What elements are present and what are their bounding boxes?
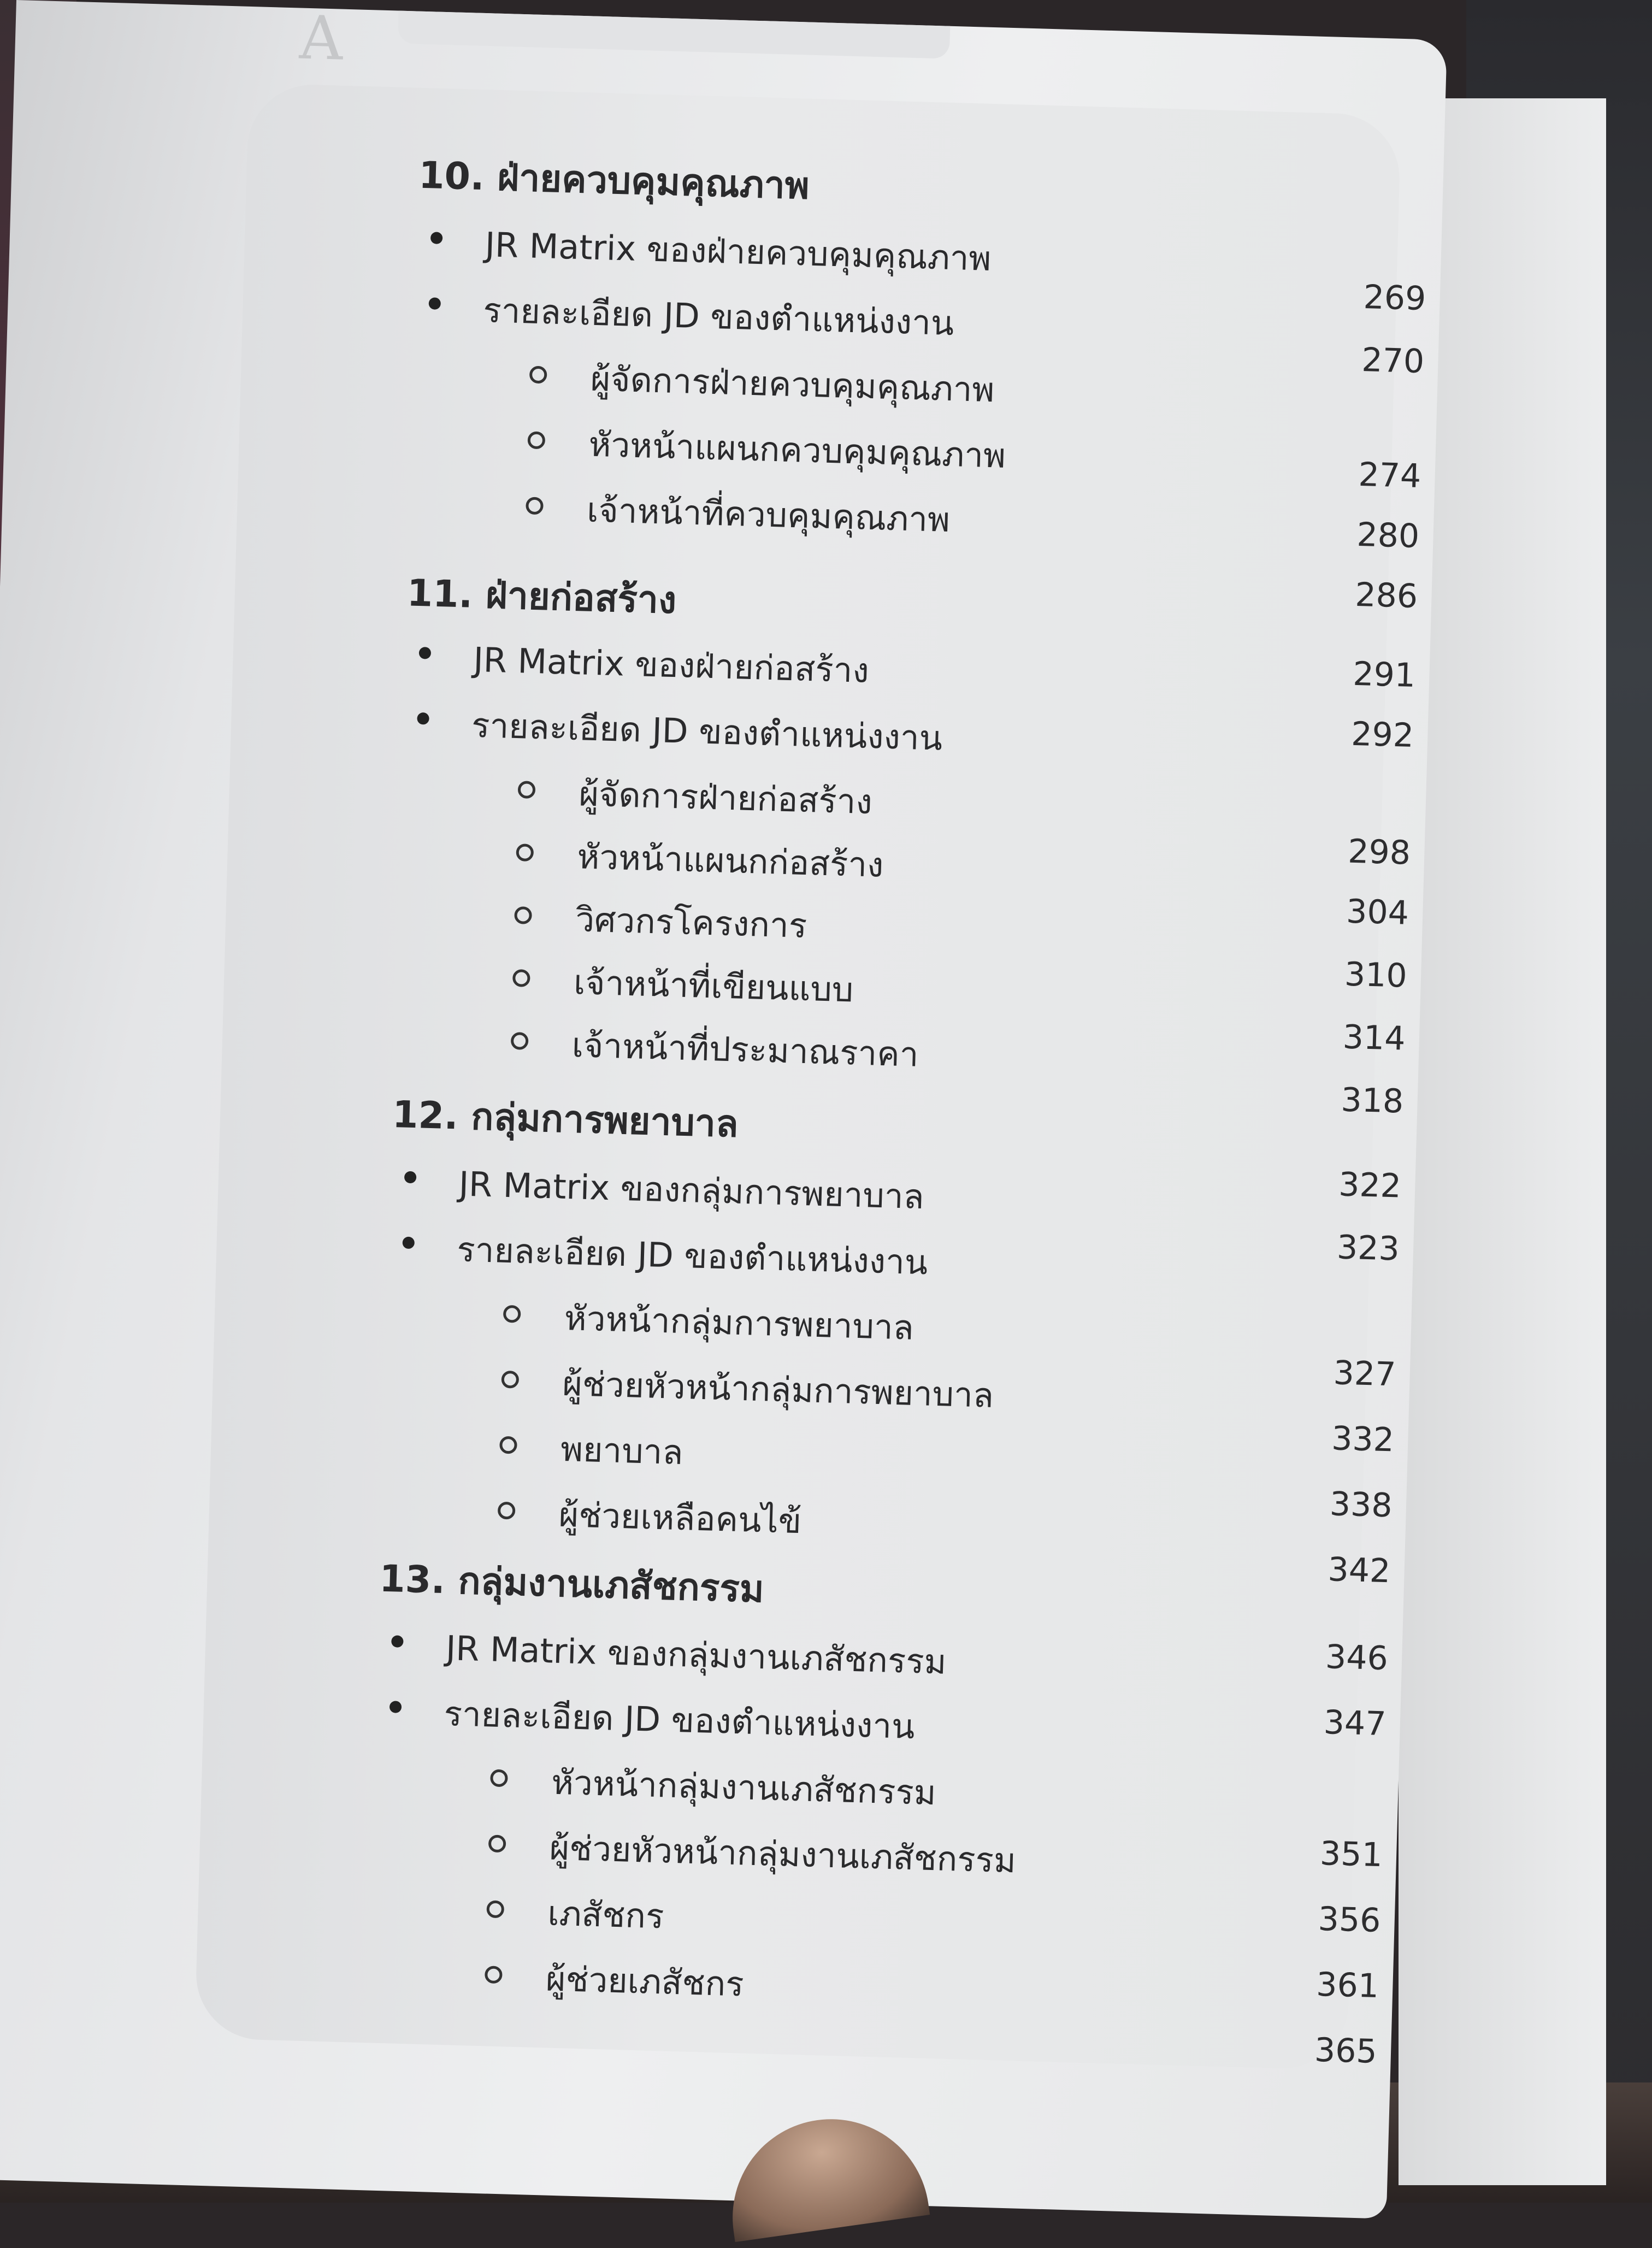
- toc-entry: JR Matrix ของฝ่ายก่อสร้าง: [473, 633, 870, 698]
- toc-entry: รายละเอียด JD ของตำแหน่งงาน: [482, 284, 955, 350]
- page-number: 361: [1315, 1965, 1379, 2006]
- toc-subentry: วิศวกรโครงการ: [575, 893, 807, 953]
- toc-subentry: เภสัชกร: [547, 1887, 664, 1944]
- toc-entry: JR Matrix ของกลุ่มการพยาบาล: [458, 1157, 925, 1224]
- page-number: 332: [1331, 1419, 1395, 1460]
- page-number: 291: [1352, 654, 1416, 695]
- page-number: 269: [1362, 278, 1427, 318]
- page-number: 342: [1327, 1550, 1391, 1591]
- page-number: 304: [1346, 892, 1409, 933]
- toc-entry: รายละเอียด JD ของตำแหน่งงาน: [443, 1687, 916, 1754]
- page-number: 314: [1342, 1018, 1406, 1058]
- toc-entry: รายละเอียด JD ของตำแหน่งงาน: [471, 699, 943, 765]
- toc-subentry: หัวหน้าแผนกก่อสร้าง: [576, 830, 884, 892]
- toc-entry: JR Matrix ของฝ่ายควบคุมคุณภาพ: [484, 218, 992, 286]
- toc-entry: JR Matrix ของกลุ่มงานเภสัชกรรม: [445, 1621, 947, 1689]
- page-number: 286: [1354, 575, 1419, 616]
- toc-subentry: พยาบาล: [560, 1423, 684, 1479]
- toc-subentry: หัวหน้ากลุ่มการพยาบาล: [564, 1291, 914, 1355]
- toc-subentry: ผู้ช่วยหัวหน้ากลุ่มการพยาบาล: [562, 1357, 994, 1423]
- toc-subentry: ผู้ช่วยหัวหน้ากลุ่มงานเภสัชกรรม: [549, 1821, 1017, 1888]
- page-number: 351: [1319, 1834, 1383, 1875]
- page-number: 322: [1338, 1165, 1402, 1206]
- page-number: 338: [1329, 1485, 1393, 1525]
- page-number: 280: [1356, 515, 1420, 556]
- page-number: 347: [1323, 1703, 1387, 1744]
- page-number: 365: [1314, 2031, 1378, 2071]
- page-number: 318: [1340, 1081, 1405, 1121]
- toc-subentry: เจ้าหน้าที่เขียนแบบ: [573, 955, 854, 1017]
- page-number: 356: [1317, 1899, 1382, 1940]
- page-number: 298: [1347, 832, 1411, 872]
- toc-entry: รายละเอียด JD ของตำแหน่งงาน: [456, 1223, 929, 1289]
- toc-subentry: ผู้ช่วยเหลือคนไข้: [558, 1488, 803, 1548]
- section-title: 13. กลุ่มงานเภสัชกรรม: [379, 1557, 765, 1612]
- toc-subentry: ผู้จัดการฝ่ายก่อสร้าง: [578, 767, 873, 829]
- toc-subentry: ผู้ช่วยเภสัชกร: [545, 1952, 745, 2011]
- page-number: 327: [1332, 1354, 1397, 1394]
- toc-subentry: เจ้าหน้าที่ประมาณราคา: [571, 1018, 919, 1082]
- toc-subentry: หัวหน้าแผนกควบคุมคุณภาพ: [588, 418, 1006, 483]
- page-number: 292: [1350, 715, 1414, 755]
- section-title: 11. ฝ่ายก่อสร้าง: [406, 571, 677, 623]
- page-number: 346: [1325, 1638, 1389, 1678]
- header-letter: A: [298, 2, 344, 74]
- page-number: 323: [1336, 1228, 1400, 1268]
- page-number: 274: [1358, 455, 1422, 496]
- page-number: 270: [1361, 341, 1425, 381]
- section-title: 10. ฝ่ายควบคุมคุณภาพ: [418, 154, 810, 208]
- toc-subentry: ผู้จัดการฝ่ายควบคุมคุณภาพ: [590, 352, 995, 417]
- section-title: 12. กลุ่มการพยาบาล: [392, 1093, 739, 1146]
- toc-subentry: หัวหน้ากลุ่มงานเภสัชกรรม: [551, 1756, 937, 1820]
- page-number: 310: [1344, 955, 1408, 995]
- toc-subentry: เจ้าหน้าที่ควบคุมคุณภาพ: [586, 483, 951, 547]
